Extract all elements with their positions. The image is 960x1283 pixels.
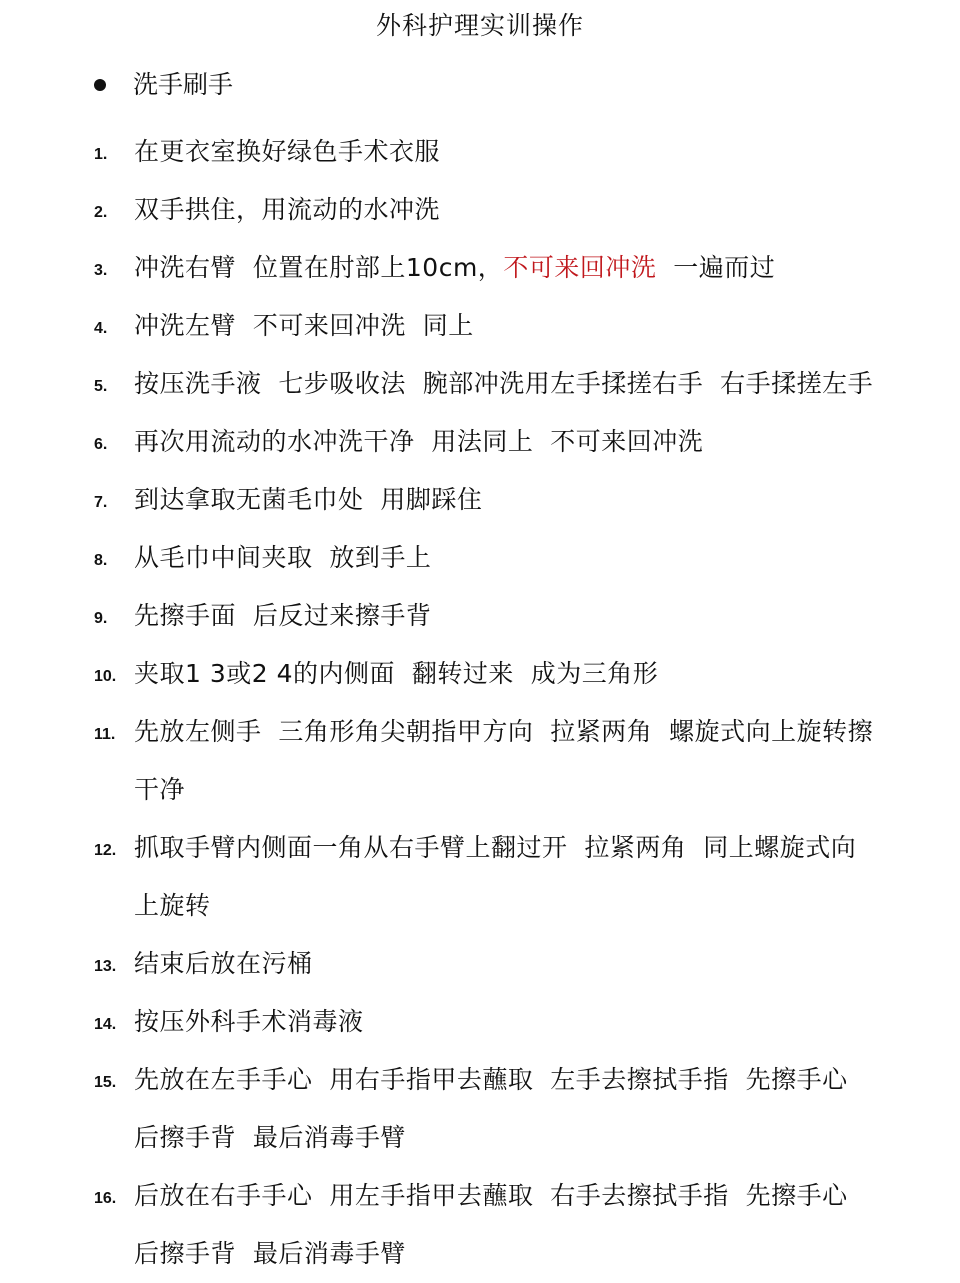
step-number: 12. bbox=[94, 842, 117, 859]
step-text: 在更衣室换好绿色手术衣服 bbox=[134, 137, 441, 166]
step-number: 3. bbox=[94, 262, 108, 279]
list-item bbox=[0, 587, 960, 645]
step-text: 再次用流动的水冲洗干净 用法同上 不可来回冲洗 bbox=[134, 427, 704, 456]
steps-list bbox=[0, 123, 960, 1283]
list-item bbox=[0, 471, 960, 529]
list-item bbox=[0, 181, 960, 239]
bullet-icon bbox=[94, 79, 106, 91]
step-number: 16. bbox=[94, 1190, 117, 1207]
step-number: 10. bbox=[94, 668, 117, 685]
list-item bbox=[0, 935, 960, 993]
section-heading bbox=[94, 65, 233, 105]
step-text: 先放左侧手 三角形角尖朝指甲方向 拉紧两角 螺旋式向上旋转擦干净 bbox=[134, 717, 874, 804]
step-number: 4. bbox=[94, 320, 108, 337]
section-label: 洗手刷手 bbox=[133, 70, 234, 99]
step-number: 14. bbox=[94, 1016, 117, 1033]
list-item bbox=[0, 703, 960, 819]
step-number: 1. bbox=[94, 146, 108, 163]
list-item bbox=[0, 413, 960, 471]
step-number: 9. bbox=[94, 610, 108, 627]
step-text: 按压外科手术消毒液 bbox=[134, 1007, 364, 1036]
step-number: 5. bbox=[94, 378, 108, 395]
step-text: 到达拿取无菌毛巾处 用脚踩住 bbox=[134, 485, 483, 514]
step-text: 先放在左手手心 用右手指甲去蘸取 左手去擦拭手指 先擦手心 后擦手背 最后消毒手臂 bbox=[134, 1065, 865, 1152]
step-text: 按压洗手液 七步吸收法 腕部冲洗用左手揉搓右手 右手揉搓左手 bbox=[134, 369, 874, 398]
list-item bbox=[0, 529, 960, 587]
list-item bbox=[0, 297, 960, 355]
list-item bbox=[0, 123, 960, 181]
warning-highlight: 不可来回冲洗 bbox=[503, 253, 657, 282]
step-text: 从毛巾中间夹取 放到手上 bbox=[134, 543, 432, 572]
step-text-before: 冲洗右臂 位置在肘部上10cm， bbox=[134, 253, 504, 282]
step-text: 夹取1 3或2 4的内侧面 翻转过来 成为三角形 bbox=[134, 659, 659, 688]
step-number: 13. bbox=[94, 958, 117, 975]
list-item bbox=[0, 645, 960, 703]
page-title: 外科护理实训操作 bbox=[375, 11, 584, 40]
step-number: 15. bbox=[94, 1074, 117, 1091]
step-text: 抓取手臂内侧面一角从右手臂上翻过开 拉紧两角 同上螺旋式向上旋转 bbox=[134, 833, 857, 920]
list-item bbox=[0, 355, 960, 413]
step-text: 双手拱住，用流动的水冲洗 bbox=[134, 195, 441, 224]
step-number: 7. bbox=[94, 494, 108, 511]
step-number: 8. bbox=[94, 552, 108, 569]
step-text: 结束后放在污桶 bbox=[134, 949, 313, 978]
list-item bbox=[0, 1051, 960, 1167]
step-text: 后放在右手手心 用左手指甲去蘸取 右手去擦拭手指 先擦手心 后擦手背 最后消毒手臂 bbox=[134, 1181, 865, 1268]
list-item bbox=[0, 1167, 960, 1283]
list-item bbox=[0, 239, 960, 297]
list-item bbox=[0, 993, 960, 1051]
list-item bbox=[0, 819, 960, 935]
step-number: 2. bbox=[94, 204, 108, 221]
step-number: 6. bbox=[94, 436, 108, 453]
step-text: 先擦手面 后反过来擦手背 bbox=[134, 601, 432, 630]
step-text bbox=[134, 239, 874, 297]
step-number: 11. bbox=[94, 726, 116, 743]
step-text-after: 一遍而过 bbox=[656, 253, 776, 282]
step-text: 冲洗左臂 不可来回冲洗 同上 bbox=[134, 311, 474, 340]
